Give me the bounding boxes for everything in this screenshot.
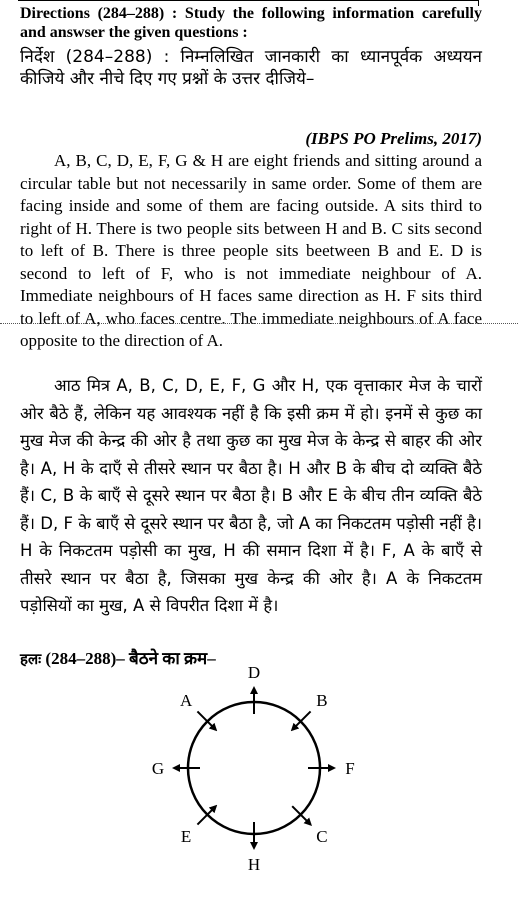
directions-english: Directions (284–288) : Study the following information carefully and answser the given questions :: [20, 5, 482, 41]
seat-arrow-c: [292, 806, 310, 824]
seat-arrow-a: [197, 711, 215, 729]
seat-label-h: H: [247, 855, 261, 874]
seat-label-e: E: [180, 826, 192, 846]
solution-title: (284–288)– बैठने का क्रम–: [45, 649, 216, 668]
seat-label-b: B: [316, 691, 328, 711]
seat-label-f: F: [345, 759, 355, 778]
seat-label-g: G: [151, 759, 165, 778]
passage-hindi: आठ मित्र A, B, C, D, E, F, G और H, एक वृत्ताकार मेज के चारों ओर बैठे हैं, लेकिन यह आवश्यक नहीं है कि इसी क्रम में हो। इनमें से कुछ का मुख मेज की केन्द्र की ओर है तथा कुछ का मुख मेज के केन्द्र से बाहर की ओर है। A, H के दाएँ से तीसरे स्थान पर बैठा है। H और B के बीच दो व्यक्ति बैठे हैं। C, B के बाएँ से दूसरे स्थान पर बैठा है। B और E के बीच तीन व्यक्ति बैठे हैं। D, F के बाएँ से दूसरे स्थान पर बैठा है, जो A का निकटतम पड़ोसी नहीं है। H के निकटतम पड़ोसी का मुख, H की समान दिशा में है। F, A के बाएँ से तीसरे स्थान पर बैठा है, जिसका मुख केन्द्र की ओर है। A के निकटतम पड़ोसियों का मुख, A से विपरीत दिशा में है।: [20, 376, 482, 615]
seat-label-d: D: [247, 663, 261, 682]
source-citation: (IBPS PO Prelims, 2017): [305, 129, 482, 148]
solution-prefix: हलः: [20, 650, 42, 668]
seat-label-a: A: [179, 691, 193, 711]
seat-arrow-e: [197, 806, 215, 824]
passage-english: A, B, C, D, E, F, G & H are eight friends and sitting around a circular table but not necessarily in same order. Some of them are facing inside and some of them are facing outside. A sits third to right of H. There is two people sits between H and B. C sits second to left of B. There is three people sits beetween B and E. D is second to left of F, who is not immediate neighbour of A. Immediate neighbours of H faces same direction as H. F sits third to left of A, who faces centre. The immediate neighbours of A face opposite to the direction of A.: [20, 151, 482, 350]
directions-hindi: निर्देश (284–288) : निम्नलिखित जानकारी का ध्यानपूर्वक अध्ययन कीजिये और नीचे दिए गए प्रश्नों के उत्तर दीजिये–: [20, 47, 482, 89]
seat-label-c: C: [316, 826, 328, 846]
seat-arrow-b: [292, 711, 310, 729]
